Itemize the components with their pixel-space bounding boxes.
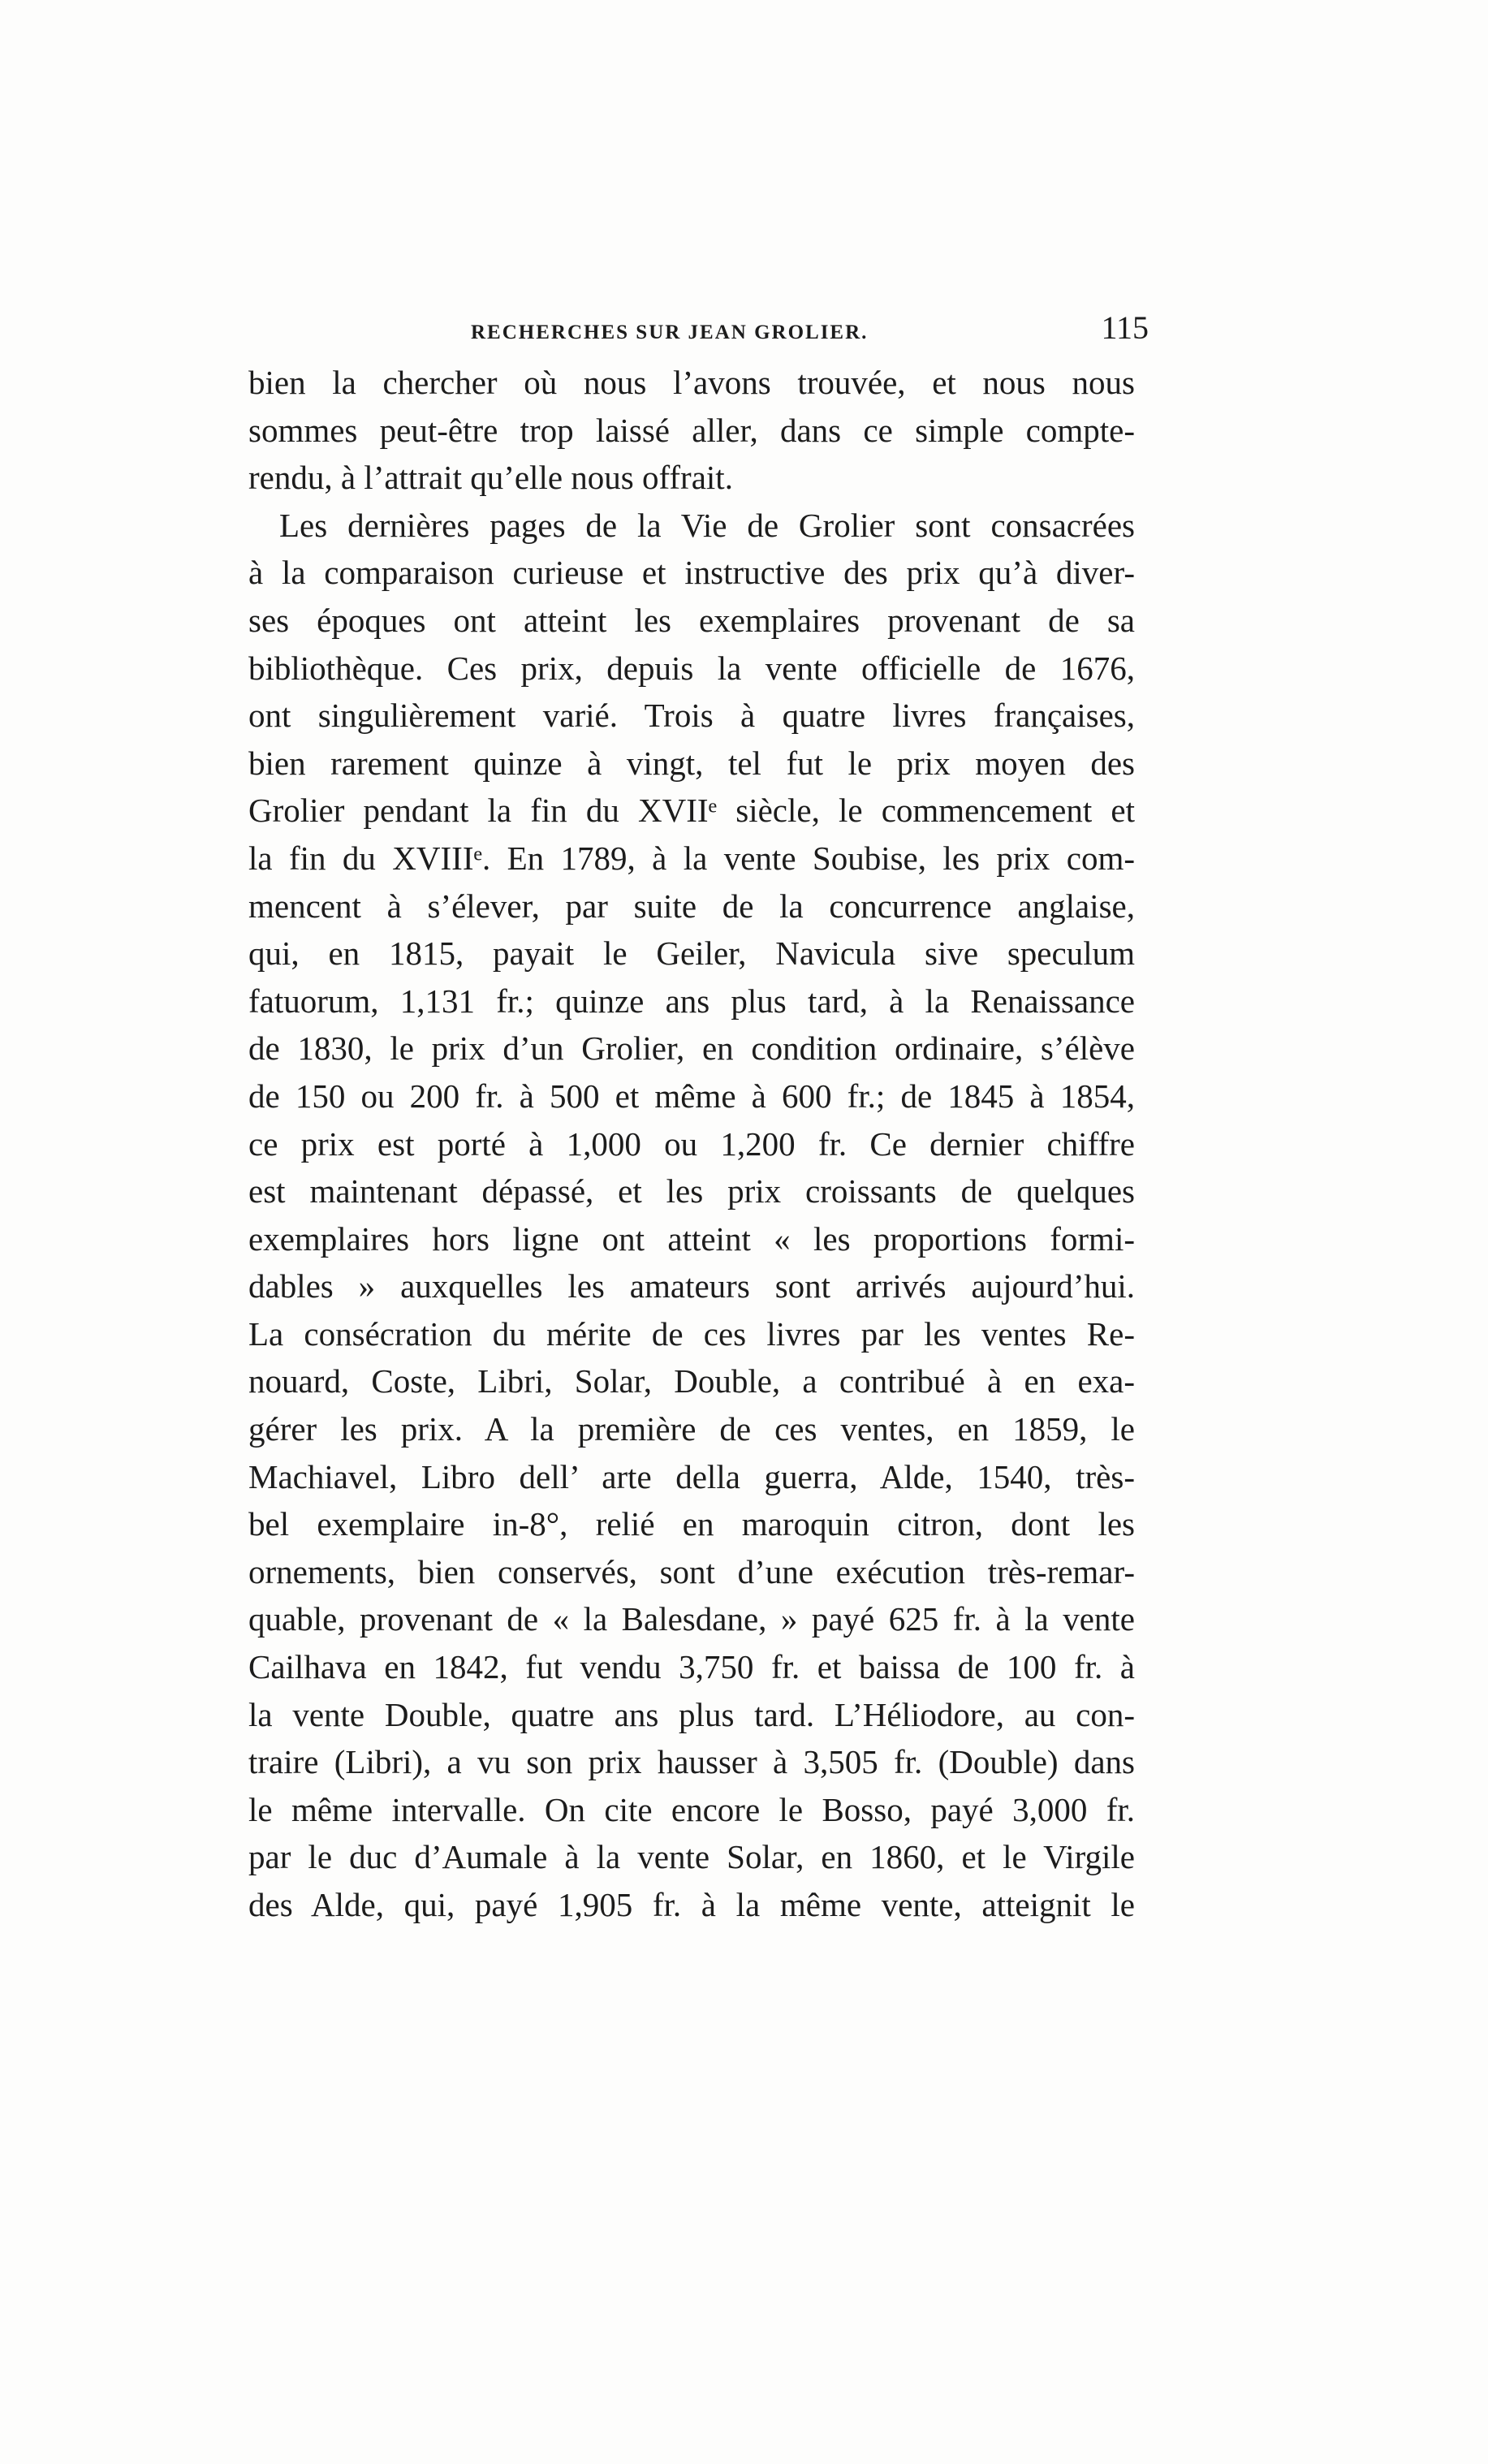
running-head [252, 307, 1149, 356]
text-line: La consécration du mérite de ces livres par les ventes Re- [248, 1314, 1135, 1353]
text-line: quable, provenant de « la Balesdane, » payé 625 fr. à la vente [248, 1600, 1135, 1638]
text-line: bel exemplaire in-8°, relié en maroquin citron, dont les [248, 1505, 1135, 1543]
text-line: Machiavel, Libro dell’ arte della guerra, Alde, 1540, très- [248, 1457, 1135, 1495]
text-line: ce prix est porté à 1,000 ou 1,200 fr. Ce dernier chiffre [248, 1124, 1135, 1163]
text-line: traire (Libri), a vu son prix hausser à 3,505 fr. (Double) dans [248, 1743, 1135, 1781]
text-line: ses époques ont atteint les exemplaires provenant de sa [248, 601, 1135, 639]
text-line: mencent à s’élever, par suite de la concurrence anglaise, [248, 887, 1135, 925]
text-line: la vente Double, quatre ans plus tard. L’Héliodore, au con- [248, 1695, 1135, 1733]
text-line: bibliothèque. Ces prix, depuis la vente officielle de 1676, [248, 649, 1135, 687]
text-line: à la comparaison curieuse et instructive des prix qu’à diver- [248, 554, 1135, 592]
page-number: 115 [1101, 309, 1149, 346]
text-line: bien rarement quinze à vingt, tel fut le prix moyen des [248, 744, 1135, 782]
text-line: qui, en 1815, payait le Geiler, Navicula sive speculum [248, 934, 1135, 973]
text-line: Grolier pendant la fin du XVIIᵉ siècle, le commencement et [248, 792, 1135, 830]
body-text [248, 359, 1135, 1929]
text-line: de 1830, le prix d’un Grolier, en condition ordinaire, s’élève [248, 1029, 1135, 1068]
text-line: la fin du XVIIIᵉ. En 1789, à la vente Soubise, les prix com- [248, 839, 1135, 877]
text-line: fatuorum, 1,131 fr.; quinze ans plus tard, à la Renaissance [248, 982, 1135, 1020]
text-line: Cailhava en 1842, fut vendu 3,750 fr. et baissa de 100 fr. à [248, 1648, 1135, 1686]
text-line: des Alde, qui, payé 1,905 fr. à la même vente, atteignit le [248, 1886, 1135, 1923]
text-line: gérer les prix. A la première de ces ventes, en 1859, le [248, 1410, 1135, 1448]
text-line: dables » auxquelles les amateurs sont arrivés aujourd’hui. [248, 1267, 1135, 1305]
text-line: par le duc d’Aumale à la vente Solar, en 1860, et le Virgile [248, 1838, 1135, 1876]
text-line: le même intervalle. On cite encore le Bosso, payé 3,000 fr. [248, 1790, 1135, 1828]
running-title: RECHERCHES SUR JEAN GROLIER. [471, 321, 869, 343]
text-line: ornements, bien conservés, sont d’une exécution très-remar- [248, 1552, 1135, 1590]
text-line: ont singulièrement varié. Trois à quatre livres françaises, [248, 697, 1135, 735]
text-line: nouard, Coste, Libri, Solar, Double, a contribué à en exa- [248, 1362, 1135, 1400]
text-line: de 150 ou 200 fr. à 500 et même à 600 fr.; de 1845 à 1854, [248, 1077, 1135, 1115]
text-line: rendu, à l’attrait qu’elle nous offrait. [248, 459, 733, 497]
text-line: sommes peut-être trop laissé aller, dans ce simple compte- [248, 411, 1135, 449]
text-line: est maintenant dépassé, et les prix croissants de quelques [248, 1172, 1135, 1210]
text-line: bien la chercher où nous l’avons trouvée, et nous nous [248, 364, 1135, 401]
text-line: Les dernières pages de la Vie de Grolier sont consacrées [279, 506, 1135, 544]
text-line: exemplaires hors ligne ont atteint « les proportions formi- [248, 1219, 1135, 1258]
